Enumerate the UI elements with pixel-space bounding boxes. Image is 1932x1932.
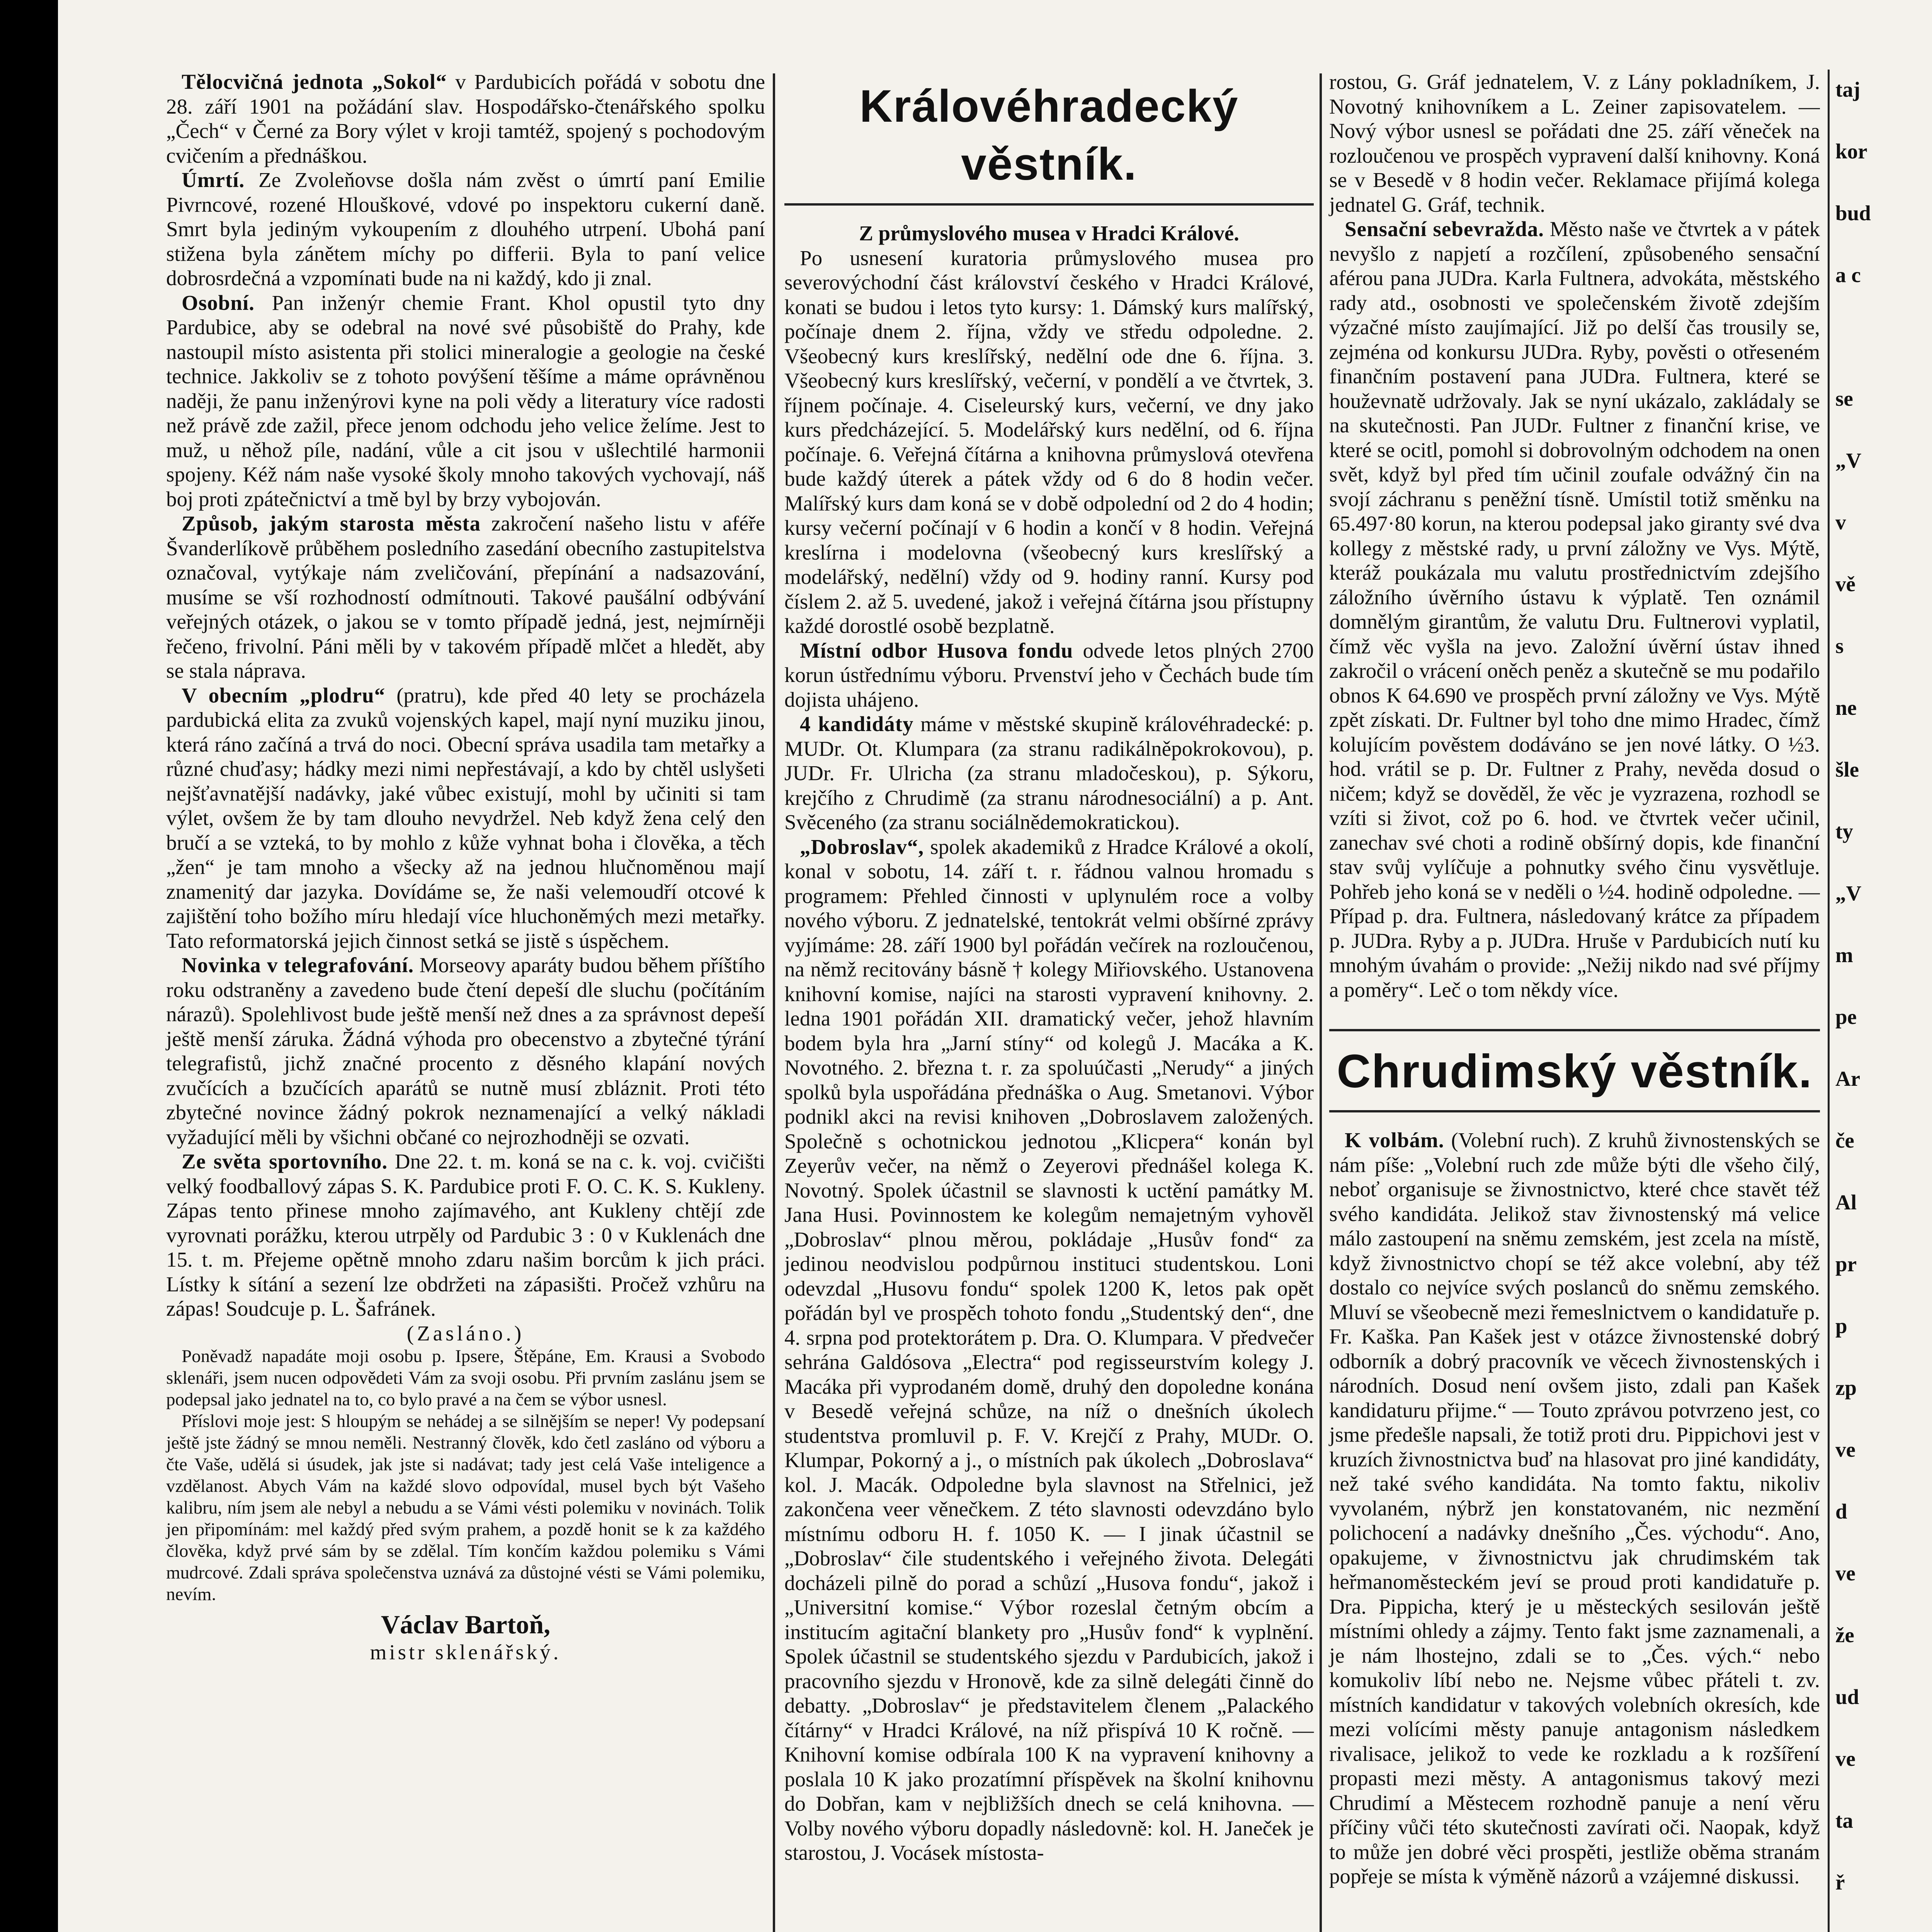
article-text: Morseovy aparáty budou během příštího roku odstraněny a zavedeno bude čtení depeší dle sluchu (počítáním nárazů). Spolehlivost bude ještě menší než dnes a za správnost depeší ještě menší záruka. Žádná výhoda pro obecenstvo a zbytečné týrání telegrafistů, jichž značné procento z děsného klapání nových zvučících a bzučících aparátů se nutně musí zbláznit. Proti této zbytečné novince žádný pokrok neznamenající a velký nákladi vyžadující měli by všichni občané co nejrozhodněji se ozvati. — [166, 953, 765, 1149]
article-volby — [1329, 1128, 1820, 1889]
edge-fragment: ve — [1835, 1747, 1855, 1770]
edge-fragment: ř — [1835, 1871, 1845, 1894]
edge-fragment: p — [1835, 1314, 1847, 1338]
edge-fragment: bud — [1835, 201, 1871, 225]
article-text: odvede letos plných 2700 korun ústřednímu výboru. Prvenství jeho v Čechách bude tím dojista uhájeno. — [784, 638, 1314, 711]
adjacent-page-text — [1835, 77, 1932, 1932]
article-zpusob — [166, 511, 765, 683]
article-text: Město naše ve čtvrtek a v pátek nevyšlo z napjetí a rozčílení, způsobeného sensační aférou pana JUDra. Karla Fultnera, advokáta, městského rady atd., osobnosti ve společenském životě zdejším výzačné místo zaujímající. Již po delší čas trousily se, zejména od konkursu JUDra. Ryby, pověsti o otřeseném finančním postavení pana JUDra. Fultnera, které se houževnatě udržovaly. Jak se nyní ukázalo, zakládaly se na skutečnosti. Pan JUDr. Fultner z finanční krise, ve které se ocitl, pomohl si dobrovolným odchodem na onen svět, když byl před tím učinil zoufale odvážný čin na svojí záchranu s peněžní tísně. Umístil totiž směnku na 65.497·80 korun, na kterou podepsal jako giranty své dva kollegy z městské rady, u první záložny ve Vys. Mýtě, kteráž poukázala mu valutu prostřednictvím zdejšího záložního úvěrního ústavu k výplatě. Ten oznámil domnělým girantům, že valutu Dru. Fultnerovi vyplatil, čímž věc vyšla na jevo. Založní úvěrní ústav ihned zakročil o vrácení oněch peněz a skutečně se mu podařilo obnos K 64.690 ve prospěch první záložny ve Vys. Mýtě zpět získati. Dr. Fultner byl toho dne mimo Hradec, čímž kolujícím pověstem dodáváno se jen nové látky. O ½3. hod. vrátil se p. Dr. Fultner z Prahy, nevěda dosud o ničem; když se dověděl, že věc je vyzrazena, rozhodl se vzíti si život, což po 6. hod. ve čtvrtek večer učinil, zanechav své choti a rodině obšírný dopis, kde finanční stav svůj vylíčuje a pohnutky svého činu vysvětluje. Pohřeb jeho koná se v neděli o ½4. hodině odpoledne. — Případ p. dra. Fultnera, následovaný krátce za případem p. JUDra. Ryby a p. JUDra. Hruše v Pardubicích nutí ku mnohým úvahám o provide: „Nežij nikdo nad své příjmy a poměry“. Leč o tom někdy více. — [1329, 217, 1820, 1002]
article-sokol — [166, 70, 765, 168]
article-text: zakročení našeho listu v aféře Švanderlíkově průběhem posledního zasedání obecního zastupitelstva označoval, vytýkaje nám zveličování, přepínání a nadsazování, musíme se vší rozhodností odmítnouti. Takové paušální odbývání veřejných otázek, o jakou se v tomto případě jedná, jest, nejmírněji řečeno, frivolní. Páni měli by v takovém případě mlčet a hledět, aby se stala náprava. — [166, 512, 765, 682]
article-text: máme v městské skupině královéhradecké: p. MUDr. Ot. Klumpara (za stranu radikálněpokrokovou), p. JUDr. Fr. Ulricha (za stranu mladočeskou), p. Sýkoru, krejčího z Chrudimě (za stranu národnesociální) a p. Ant. Svěceného (za stranu sociálnědemokratickou). — [784, 712, 1314, 834]
newspaper-page — [58, 0, 1820, 1932]
article-plodr — [166, 683, 765, 953]
article-heading: Osobní. — [182, 291, 255, 315]
edge-fragment: ve — [1835, 1561, 1855, 1585]
edge-fragment: v — [1835, 510, 1846, 534]
article-heading: Novinka v telegrafování. — [182, 953, 414, 977]
article-osobni — [166, 291, 765, 512]
edge-fragment: d — [1835, 1500, 1847, 1523]
edge-fragment: ta — [1835, 1809, 1853, 1832]
article-heading: V obecním „plodru“ — [182, 683, 386, 707]
article-heading: Ze světa sportovního. — [182, 1150, 388, 1173]
edge-fragment: vě — [1835, 572, 1855, 596]
edge-fragment: s — [1835, 634, 1844, 658]
edge-fragment: ne — [1835, 696, 1857, 719]
edge-fragment: če — [1835, 1129, 1854, 1152]
article-text: v Pardubicích pořádá v sobotu dne 28. září 1901 na požádání slav. Hospodářsko-čtenářského spolku „Čech“ v Černé za Bory výlet v kroji tamtéž, spojený s pochodovým cvičením a přednáškou. — [166, 70, 765, 167]
article-text: spolek akademiků z Hradce Králové a okolí, konal v sobotu, 14. září t. r. řádnou valnou hromadu s programem: Přehled činnosti v uplynulém roce a volby nového výboru. Z jednatelské, tentokrát velmi obšírné zprávy vyjímáme: 28. září 1900 byl pořádán večírek na rozloučenou, na němž recitovány básně † kolegy Miřiovského. Ustanovena knihovní komise, najíci na starosti vypravení knihovny. 2. ledna 1901 pořádán XII. dramatický večer, jehož hlavním bodem byla hra „Jarní stíny“ od kolegů J. Macáka a K. Novotného. 2. března t. r. za spoluúčasti „Nerudy“ a jiných spolků byla uspořádána přednáška o Aug. Smetanovi. Výbor podnikl akci na revisi knihoven „Dobroslavem založených. Společně s ochotnickou jednotou „Klicpera“ konán byl Zeyerův večer, na němž o Zeyerovi přednášel kolega K. Novotný. Spolek účastnil se slavnosti k uctění památky M. Jana Husi. Povinnostem ke kolegům nemajetným vyhověl „Dobroslav“ plnou měrou, pokládaje „Husův fond“ za jedinou neodvislou podpůrnou instituci studentskou. Loni odevzdal „Husovu fondu“ spolek 1200 K, letos pak opět pořádán byl ve prospěch tohoto fondu „Studentský den“, dne 4. srpna pod protektorátem p. Dra. O. Klumpara. V předvečer sehrána Galdósova „Electra“ pod regisseurstvím kolegy J. Macáka při vyprodaném domě, druhý den dopoledne konána v Besedě veřejná schůze, na níž o dnešních úkolech studentstva promluvil p. F. V. Krejčí z Prahy, MUDr. O. Klumpar, Pokorný a j., o místních pak úkolech „Dobroslava“ kol. J. Macák. Odpoledne byla slavnost na Střelnici, jež zakončena veer věnečkem. Z této slavnosti odevzdáno bylo místnímu odboru H. f. 1050 K. — I jinak účastnil se „Dobroslav“ čile studentského i veřejného života. Delegáti docházeli pilně do porad a schůzí „Husova fondu“, jakož i „Universitní komise.“ Výbor rozeslal četným obcím a institucím agitační blankety pro „Husův fond“ k vyplnění. Spolek účastnil se studentského sjezdu v Pardubicích, jakož i pracovního sjezdu v Hronově, kde za silně delegáti činně do debatty. „Dobroslav“ je představitelem členem „Palackého čítárny“ v Hradci Králové, na níž přispívá 10 K ročně. — Knihovní komise odbírala 100 K na vypravení knihovny a poslala 10 K jako prozatímní příspěvek na školní knihovnu do Dobřan, kam v nejbližších dnech se celá knihovna. — Volby nového výboru dopadly následovně: kol. H. Janeček je starostou, J. Vocásek místosta- — [784, 835, 1314, 1864]
edge-fragment: pr — [1835, 1252, 1857, 1276]
edge-fragment: Al — [1835, 1190, 1857, 1214]
article-heading: Úmrtí. — [182, 168, 245, 192]
article-umrti — [166, 168, 765, 291]
zaslano-paragraph: Poněvadž napadáte moji osobu p. Ipsere, Štěpáne, Em. Krausi a Svobodo sklenáři, jsem nucen odpovědeti Vám za svoji osobu. Při prvním zaslánu jsem se podepsal jako jednatel na to, co bylo pravé a na čem se výbor usnesl. — [166, 1346, 765, 1410]
column-left — [166, 70, 765, 1932]
edge-fragment: kor — [1835, 139, 1867, 163]
column-middle — [784, 70, 1314, 1932]
masthead-kralovehradecky: Královéhradecký věstník. — [784, 77, 1314, 206]
article-text: Dne 22. t. m. koná se na c. k. voj. cvičišti velký foodballový zápas S. K. Pardubice proti F. O. C. K. S. Kukleny. Zápas tento přinese mnoho zajímavého, ant Kukleny chtějí zde vyrovnati porážku, kterou utrpěly od Pardubic 3 : 0 v Kuklenách dne 15. t. m. Přejeme opětně mnoho zdaru našim borcům k jich práci. Lístky k sítání a sezení lze obdržeti na zápasišti. Pročež vzhůru na zápas! Soudcuje p. L. Šafránek. — [166, 1150, 765, 1320]
column-divider — [1828, 70, 1830, 1932]
article-novinka — [166, 953, 765, 1149]
column-divider — [773, 73, 775, 1932]
adjacent-page-edge — [1820, 0, 1932, 1932]
edge-fragment — [1835, 325, 1932, 386]
edge-fragment: ty — [1835, 820, 1853, 843]
zaslano-paragraph: Příslovi moje jest: S hloupým se nehádej a se silnějším se neper! Vy podepsaní ještě jste žádný se mnou neměli. Nestranný člověk, kdo četl zasláno od výboru a čte Vaše, udělá si úsudek, jak jste si nadávat; tady jest celá Vaše inteligence a vzdělanost. Abych Vám na každé slovo odpovídal, musel bych být Vašeho kalibru, ním jsem ale nebyl a nebudu a se Vámi vésti polemiku v novinách. Tolik jen připomínám: mel každý před svým prahem, a pozdě honit se k za každého člověka, když prvé sám by se zdělal. Tím končím každou polemiku s Vámi mudrcové. Zdali správa společenstva uznává za důstojné vésti se Vámi polemiku, nevím. — [166, 1411, 765, 1604]
edge-fragment: m — [1835, 943, 1853, 967]
edge-fragment: pe — [1835, 1005, 1857, 1029]
column-divider — [1320, 73, 1322, 1932]
article-heading: Sensační sebevražda. — [1345, 217, 1544, 241]
article-heading: „Dobroslav“, — [800, 835, 924, 859]
article-heading: Místní odbor Husova fondu — [800, 638, 1073, 662]
article-heading: 4 kandidáty — [800, 712, 914, 736]
article-hus — [784, 638, 1314, 712]
edge-fragment: ud — [1835, 1685, 1859, 1709]
article-sport — [166, 1149, 765, 1321]
article-text: (Volební ruch). Z kruhů živnostenských se nám píše: „Volební ruch zde může býti dle všeho čilý, neboť organisuje se živnostnictvo, které chce stavět též svého kandidáta. Jelikož stav živnostenský má velice málo zastoupení na sněmu zemském, jest zcela na místě, když živnostnictvo chopí se též akce volební, aby též dostalo co nejvíce svých poslanců do sněmu zemského. Mluví se všeobecně mezi řemeslnictvem o kandidatuře p. Fr. Kaška. Pan Kašek jest v otázce živnostenské dobrý odborník a dobrý pracovník ve věcech živnostenských i národních. Dosud není ovšem jisto, zdali pan Kašek kandidaturu přijme.“ — Touto zprávou potvrzeno jest, co jsme předešle napsali, že totiž proti dru. Pippichovi jest v kruzích živnostnictva buď na hlasovat pro jiné kandidáty, než také svého kandidáta. Na tomto faktu, nikoliv vyvolaném, nýbrž jen konstatovaném, nic nezmění polichocení a nadávky dnešního „Čes. východu“. Ano, opakujeme, v živnostnictvu jak chrudimském tak heřmanoměsteckém jeví se proud proti kandidatuře p. Dra. Pippicha, který je u městeckých sesilován ještě místními ohledy a zájmy. Tento fakt jsme zaznamenali, a je nám lhostejno, zdali se to „Čes. vých.“ nebo komukoliv líbí nebo ne. Nejsme vůbec přáteli t. zv. místních kandidatur v takových volebních okresích, kde mezi volícími městy panuje antagonism následkem rivalisace, jelikož to vede ke rozkladu a k rozšíření propasti mezi městy. A antagonismus takový mezi Chrudimí a Městecem rozhodně panuje a není věru příčiny vůči této skutečnosti zavírati oči. Naopak, když to může jen dobré věci prospěti, jestliže oběma stranám popřeje se místa k výměně názorů a vzájemné diskussi. — [1329, 1128, 1820, 1888]
article-sebevrazda — [1329, 217, 1820, 1002]
edge-fragment: „V — [1835, 449, 1862, 472]
edge-fragment: ve — [1835, 1438, 1855, 1461]
article-text: (pratru), kde před 40 lety se procházela pardubická elita za zvuků vojenských kapel, mají nyní muziku jinou, která ráno začíná a trvá do noci. Obecní správa usadila tam metařky a různé chuďasy; hádky mezi nimi nepřestávají, a kdo by chtěl uslyšeti nejšťavnatější nadávky, jaké vůbec existují, mohl by učiniti si tam výlet, ovšem že by tam dlouho nevydržel. Neb když žena celý den bručí a se vzteká, to by mohlo z kůže vyhnat boha i člověka, a těch „žen“ je tam mnoho a všecky až na jednou hlučnoměnou mají znamenitý dar jazyka. Dovídáme se, že naši velemoudří otcové k zajištění toho božího míru hledají více hluchoněmých mezi metařky. Tato reformatorská jejich činnost setká se jistě s úspěchem. — [166, 683, 765, 952]
article-museum: Po usnesení kuratoria průmyslového musea pro severovýchodní část království českého v Hradci Králové, konati se budou i letos tyto kursy: 1. Dámský kurs malířský, počínaje dnem 2. října, vždy ve středu odpoledne. 2. Všeobecný kurs kreslířský, nedělní ode dne 6. října. 3. Všeobecný kurs kreslířský, večerní, v pondělí a ve čtvrtek, 3. říjnem počínaje. 4. Ciseleurský kurs, večerní, ve dny jako kurs předcházející. 5. Modelářský kurs nedělní, od 6. října počínaje. 6. Veřejná čítárna a knihovna průmyslová otevřena bude každý úterek a pátek vždy od 6 do 8 hodin večer. Malířský kurs dam koná se v době odpolední od 2 do 4 hodin; kursy večerní počínají v 6 hodin a končí v 8 hodin. Veřejná kreslírna i modelovna (všeobecný kurs kreslířský a modelářský, nedělní) vždy od 9. hodiny ranní. Kursy pod číslem 2. až 5. uvedené, jakož i veřejná čítárna jsou přístupny každé dorostlé osobě bezplatně. — [784, 246, 1314, 638]
edge-fragment: Ar — [1835, 1067, 1861, 1090]
article-heading: Tělocvičná jednota „Sokol“ — [182, 70, 447, 94]
edge-fragment: a c — [1835, 263, 1861, 287]
edge-fragment: „V — [1835, 881, 1862, 905]
edge-fragment: se — [1835, 387, 1853, 410]
signature-name: Václav Bartoň, — [381, 1610, 551, 1639]
article-dobroslav-continued: rostou, G. Gráf jednatelem, V. z Lány pokladníkem, J. Novotný knihovníkem a L. Zeiner zapisovatelem. — Nový výbor usnesl se pořádati dne 25. září věneček na rozloučenou ve prospěch vypravení další knihovny. Koná se v Besedě v 8 hodin večer. Reklamace přijímá kolega jednatel G. Gráf, technik. — [1329, 70, 1820, 216]
edge-fragment: že — [1835, 1623, 1854, 1647]
article-heading: Způsob, jakým starosta města — [182, 512, 481, 535]
article-text: Pan inženýr chemie Frant. Khol opustil tyto dny Pardubice, aby se odebral na nové své působiště do Prahy, kde nastoupil místo asistenta při stolici mineralogie a geologie na české technice. Jakkoliv se z tohoto povýšení těšíme a máme oprávněnou naději, že panu inženýrovi kyne na poli vědy a literatury více radosti než právě zde zažil, přece jenom odchodu jeho velice želíme. Jest to muž, u něhož píle, nadání, vůle a cit jsou v ušlechtilé harmonii spojeny. Kéž nám naše vysoké školy mnoho takových vychovají, náš boj proti zpátečnictví a tmě byl by brzy vybojován. — [166, 291, 765, 511]
edge-fragment: šle — [1835, 758, 1859, 781]
article-heading: K volbám. — [1345, 1128, 1444, 1152]
zaslano-heading: (Zasláno.) — [406, 1321, 525, 1345]
edge-fragment: zp — [1835, 1376, 1857, 1400]
column-right — [1329, 70, 1820, 1932]
article-heading: Z průmyslového musea v Hradci Králové. — [859, 221, 1239, 245]
article-text: Ze Zvoleňovse došla nám zvěst o úmrtí paní Emilie Pivrncové, rozené Hlouškové, vdové po inspektoru cukerní daně. Smrt byla jediným vykoupením z dlouhého utrpení. Ubohá paní stižena byla zánětem míchy po differii. Byla to paní velice dobrosrdečná a vzpomínati bude na ni každý, kdo ji znal. — [166, 168, 765, 290]
signature-title: mistr sklenářský. — [370, 1640, 561, 1664]
article-dobroslav — [784, 835, 1314, 1865]
article-kandidati — [784, 712, 1314, 835]
masthead-chrudimsky: Chrudimský věstník. — [1329, 1029, 1820, 1112]
edge-fragment: taj — [1835, 78, 1861, 101]
